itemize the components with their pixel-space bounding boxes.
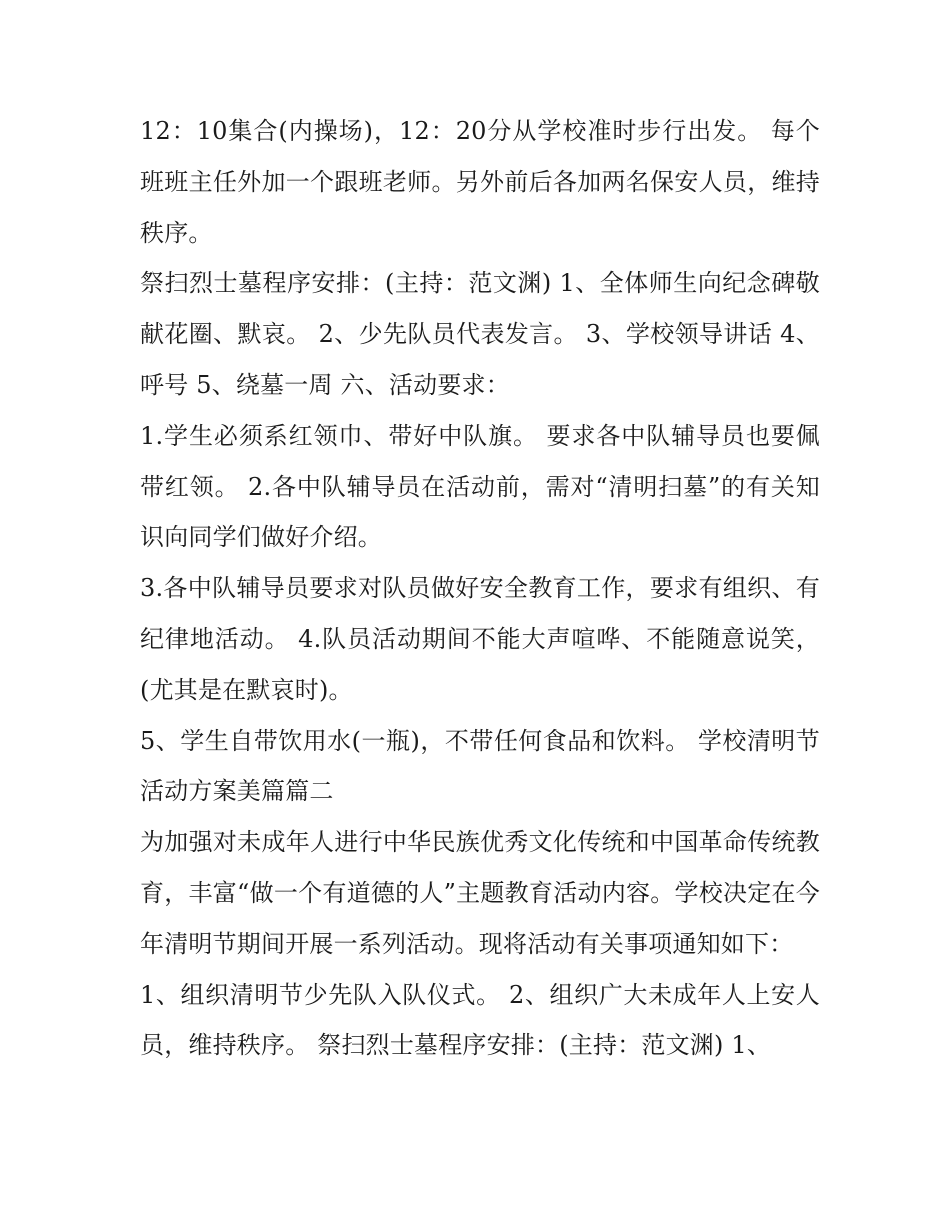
paragraph-plan-two-items: 1、组织清明节少先队入队仪式。 2、组织广大未成年人上安人员，维持秩序。 祭扫烈士墓程序安排：(主持：范文渊) 1、 [140,980,820,1060]
document-page [140,106,820,1071]
paragraph-memorial-procedure: 祭扫烈士墓程序安排：(主持：范文渊) 1、全体师生向纪念碑敬献花圈、默哀。 2、少先队员代表发言。 3、学校领导讲话 4、呼号 5、绕墓一周 六、活动要求： [140,269,820,399]
paragraph-assembly-schedule: 12：10集合(内操场)，12：20分从学校准时步行出发。 每个班班主任外加一个跟班老师。另外前后各加两名保安人员，维持秩序。 [140,117,820,247]
paragraph-plan-two-intro: 为加强对未成年人进行中华民族优秀文化传统和中国革命传统教育，丰富“做一个有道德的人”主题教育活动内容。学校决定在今年清明节期间开展一系列活动。现将活动有关事项通知如下： [140,828,820,958]
paragraph-requirement-water: 5、学生自带饮用水(一瓶)，不带任何食品和饮料。 学校清明节活动方案美篇篇二 [140,726,820,806]
paragraph-requirement-safety: 3.各中队辅导员要求对队员做好安全教育工作，要求有组织、有纪律地活动。 4.队员活动期间不能大声喧哗、不能随意说笑，(尤其是在默哀时)。 [140,574,820,704]
paragraph-requirement-scarf: 1.学生必须系红领巾、带好中队旗。 要求各中队辅导员也要佩带红领。 2.各中队辅导员在活动前，需对“清明扫墓”的有关知识向同学们做好介绍。 [140,421,820,552]
